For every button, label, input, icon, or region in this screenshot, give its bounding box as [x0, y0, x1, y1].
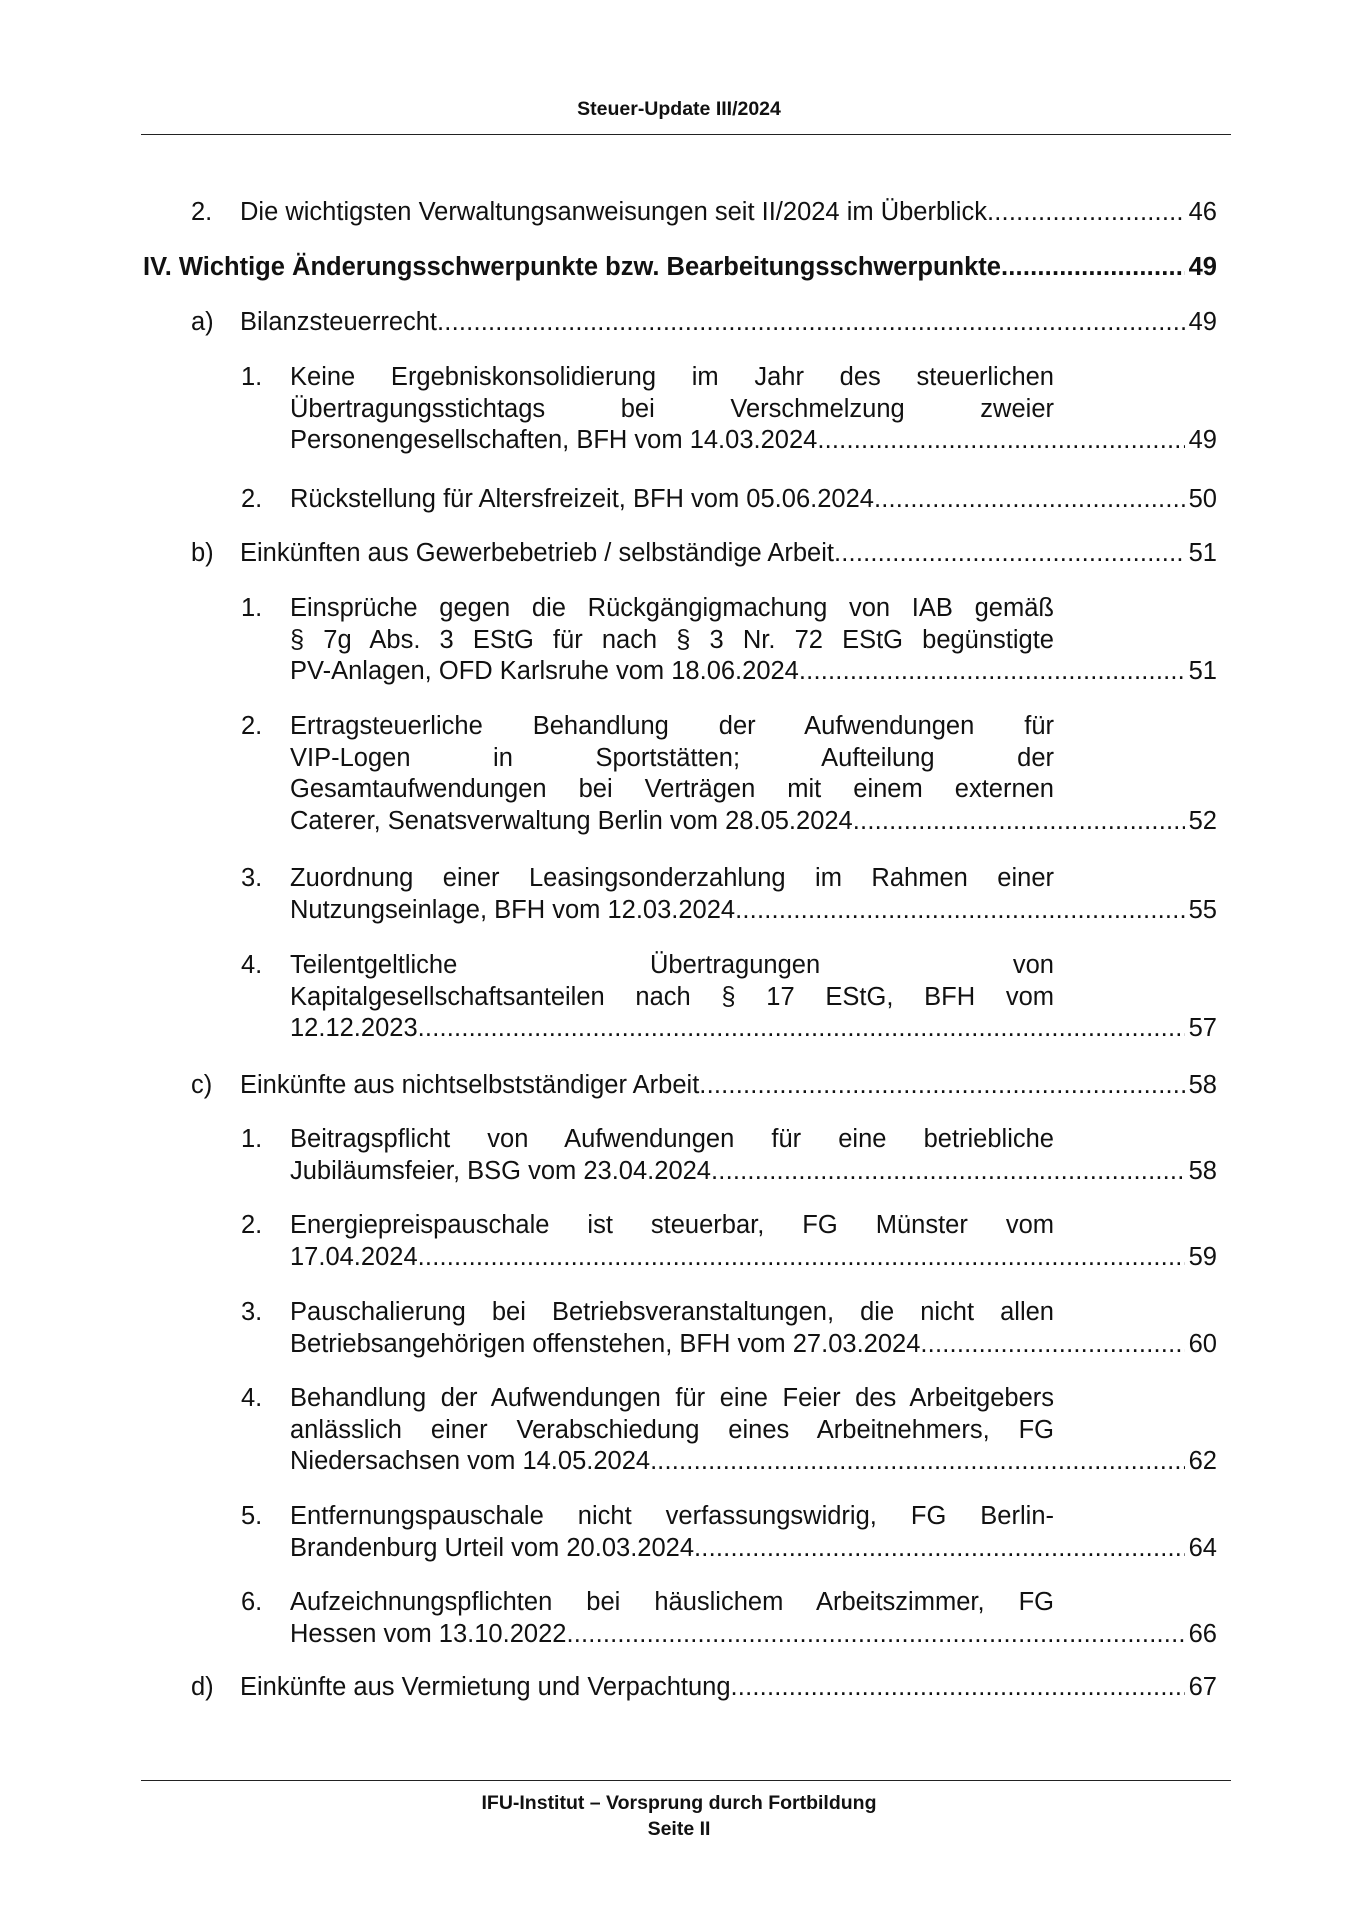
- toc-entry-line: Zuordnung einer Leasingsonderzahlung im Rahmen einer: [290, 864, 1054, 892]
- toc-entry-number: 1.: [241, 1125, 263, 1153]
- toc-page-number: 58: [1188, 1071, 1217, 1099]
- toc-entry-title: Einkünfte aus nichtselbstständiger Arbeit: [240, 1071, 700, 1099]
- toc-entry-number: 2.: [241, 485, 263, 513]
- toc-entry-line: Ertragsteuerliche Behandlung der Aufwendungen für: [290, 712, 1054, 740]
- toc-entry-number: 2.: [241, 712, 263, 740]
- toc-page-number: 49: [1188, 253, 1217, 281]
- toc-entry-line: Einsprüche gegen die Rückgängigmachung von IAB gemäß: [290, 594, 1054, 622]
- toc-entry-title: Niedersachsen vom 14.05.2024.: [290, 1447, 658, 1475]
- toc-leader-dots: [418, 1242, 1185, 1274]
- toc-leader-dots: [874, 484, 1185, 516]
- toc-entry-title: 17.04.2024: [290, 1242, 418, 1271]
- toc-entry-number: 5.: [241, 1502, 263, 1530]
- toc-entry-title: Nutzungseinlage, BFH vom 12.03.2024: [290, 895, 736, 924]
- toc-entry[interactable]: [241, 711, 1217, 838]
- toc-entry[interactable]: [241, 1587, 1217, 1650]
- toc-leader-dots: [437, 307, 1185, 339]
- toc-entry-title: Einkünfte aus Vermietung und Verpachtung: [240, 1673, 731, 1701]
- toc-page-number: 52: [1188, 806, 1217, 835]
- toc-page-number: 49: [1188, 308, 1217, 336]
- toc-entry-title: Einkünften aus Gewerbebetrieb / selbständige Arbeit: [240, 539, 834, 567]
- toc-entry-line: Übertragungsstichtags bei Verschmelzung zweier: [290, 394, 1054, 423]
- toc-entry-title: PV-Anlagen, OFD Karlsruhe vom 18.06.2024: [290, 657, 799, 685]
- toc-leader-dots: [418, 1013, 1185, 1045]
- toc-leader-dots: [799, 656, 1185, 688]
- toc-entry-title: Brandenburg Urteil vom 20.03.2024: [290, 1533, 695, 1562]
- toc-entry-number: 6.: [241, 1588, 263, 1616]
- toc-entry-number: 2.: [241, 1211, 263, 1239]
- toc-page-number: 62: [1188, 1447, 1217, 1475]
- toc-page-number: 66: [1188, 1619, 1217, 1648]
- toc-page-number: 60: [1188, 1329, 1217, 1358]
- toc-entry[interactable]: [241, 863, 1217, 926]
- toc-entry-number: 1.: [241, 594, 263, 622]
- toc-entry-line: VIP-Logen in Sportstätten; Aufteilung der: [290, 743, 1054, 772]
- toc-entry-line: § 7g Abs. 3 EStG für nach § 3 Nr. 72 EStG begünstigte: [290, 625, 1054, 654]
- toc-entry-title: Bilanzsteuerrecht: [240, 308, 438, 336]
- toc-page-number: 46: [1188, 198, 1217, 226]
- toc-entry-line: Pauschalierung bei Betriebsveranstaltungen, die nicht allen: [290, 1298, 1054, 1326]
- toc-page-number: 59: [1188, 1242, 1217, 1271]
- toc-entry-number: 3.: [241, 1298, 263, 1326]
- toc-entry[interactable]: [191, 197, 1217, 229]
- toc-entry[interactable]: [241, 593, 1217, 688]
- toc-leader-dots: [699, 1070, 1184, 1102]
- toc-leader-dots: [1001, 252, 1185, 284]
- toc-page-number: 67: [1188, 1673, 1217, 1701]
- toc-leader-dots: [834, 538, 1185, 570]
- toc-page-number: 57: [1188, 1014, 1217, 1042]
- toc-entry-number: d): [191, 1673, 214, 1701]
- toc-entry-number: 2.: [191, 198, 213, 226]
- toc-entry-title: Caterer, Senatsverwaltung Berlin vom 28.05.2024: [290, 806, 853, 835]
- toc-page-number: 49: [1188, 426, 1217, 454]
- toc-entry-number: 4.: [241, 1384, 263, 1412]
- toc-leader-dots: [566, 1619, 1184, 1651]
- toc-section-heading[interactable]: [143, 252, 1217, 284]
- toc-entry[interactable]: [241, 1124, 1217, 1187]
- toc-page-number: 64: [1188, 1533, 1217, 1562]
- toc-entry[interactable]: [241, 1297, 1217, 1360]
- toc-entry-line: Teilentgeltliche Übertragungen von: [290, 951, 1054, 979]
- toc-leader-dots: [694, 1533, 1185, 1565]
- toc-leader-dots: [711, 1156, 1185, 1188]
- toc-entry[interactable]: [241, 484, 1217, 516]
- toc-entry-line: Keine Ergebniskonsolidierung im Jahr des steuerlichen: [290, 363, 1054, 391]
- toc-leader-dots: [817, 425, 1184, 457]
- toc-leader-dots: [853, 806, 1185, 838]
- toc-entry[interactable]: [241, 1383, 1217, 1478]
- toc-entry-line: Beitragspflicht von Aufwendungen für eine betriebliche: [290, 1125, 1054, 1153]
- toc-entry-title: Rückstellung für Altersfreizeit, BFH vom 05.06.2024: [290, 485, 874, 513]
- toc-leader-dots: [731, 1672, 1185, 1704]
- toc-page-number: 50: [1188, 485, 1217, 513]
- toc-entry[interactable]: [241, 950, 1217, 1045]
- toc-entry-number: a): [191, 308, 214, 336]
- toc-entry[interactable]: [191, 538, 1217, 570]
- toc-page-number: 51: [1188, 539, 1217, 567]
- toc-page-number: 51: [1188, 657, 1217, 685]
- toc-entry[interactable]: [191, 307, 1217, 339]
- toc-entry[interactable]: [241, 362, 1217, 457]
- toc-entry-line: Energiepreispauschale ist steuerbar, FG Münster vom: [290, 1211, 1054, 1239]
- footer-page-label: Seite II: [647, 1818, 711, 1840]
- toc-entry-title: Betriebsangehörigen offenstehen, BFH vom 27.03.2024: [290, 1329, 921, 1358]
- toc-entry[interactable]: [191, 1672, 1217, 1704]
- toc-leader-dots: [735, 895, 1185, 927]
- toc-entry[interactable]: [241, 1210, 1217, 1273]
- header-rule: [141, 134, 1231, 135]
- toc-entry-line: Behandlung der Aufwendungen für eine Feier des Arbeitgebers: [290, 1384, 1054, 1412]
- toc-leader-dots: [657, 1446, 1184, 1478]
- toc-entry-number: b): [191, 539, 214, 567]
- toc-entry-line: Aufzeichnungspflichten bei häuslichem Arbeitszimmer, FG: [290, 1588, 1054, 1616]
- toc-entry-title: 12.12.2023: [290, 1014, 418, 1042]
- toc-entry-line: Kapitalgesellschaftsanteilen nach § 17 EStG, BFH vom: [290, 982, 1054, 1011]
- toc-leader-dots: [920, 1329, 1184, 1361]
- toc-entry-title: Personengesellschaften, BFH vom 14.03.2024: [290, 426, 818, 454]
- toc-page-number: 55: [1188, 895, 1217, 924]
- toc-entry[interactable]: [241, 1501, 1217, 1564]
- toc-entry[interactable]: [191, 1070, 1217, 1102]
- toc-entry-line: anlässlich einer Verabschiedung eines Arbeitnehmers, FG: [290, 1415, 1054, 1444]
- toc-entry-title: Hessen vom 13.10.2022: [290, 1619, 567, 1648]
- footer-rule: [141, 1780, 1231, 1781]
- toc-leader-dots: [987, 197, 1185, 229]
- toc-entry-number: 1.: [241, 363, 263, 391]
- toc-entry-line: Entfernungspauschale nicht verfassungswidrig, FG Berlin-: [290, 1502, 1054, 1530]
- toc-page-number: 58: [1188, 1156, 1217, 1185]
- toc-entry-title: Die wichtigsten Verwaltungsanweisungen seit II/2024 im Überblick: [240, 198, 987, 226]
- toc-entry-line: Gesamtaufwendungen bei Verträgen mit einem externen: [290, 775, 1054, 803]
- toc-entry-title: IV. Wichtige Änderungsschwerpunkte bzw. Bearbeitungsschwerpunkte: [143, 253, 1001, 281]
- toc-entry-number: 4.: [241, 951, 263, 979]
- toc-entry-title: Jubiläumsfeier, BSG vom 23.04.2024: [290, 1156, 711, 1185]
- footer-institute: IFU-Institut – Vorsprung durch Fortbildung: [481, 1792, 877, 1814]
- page-header-title: Steuer-Update III/2024: [577, 98, 781, 120]
- toc-entry-number: 3.: [241, 864, 263, 892]
- toc-entry-number: c): [191, 1071, 213, 1099]
